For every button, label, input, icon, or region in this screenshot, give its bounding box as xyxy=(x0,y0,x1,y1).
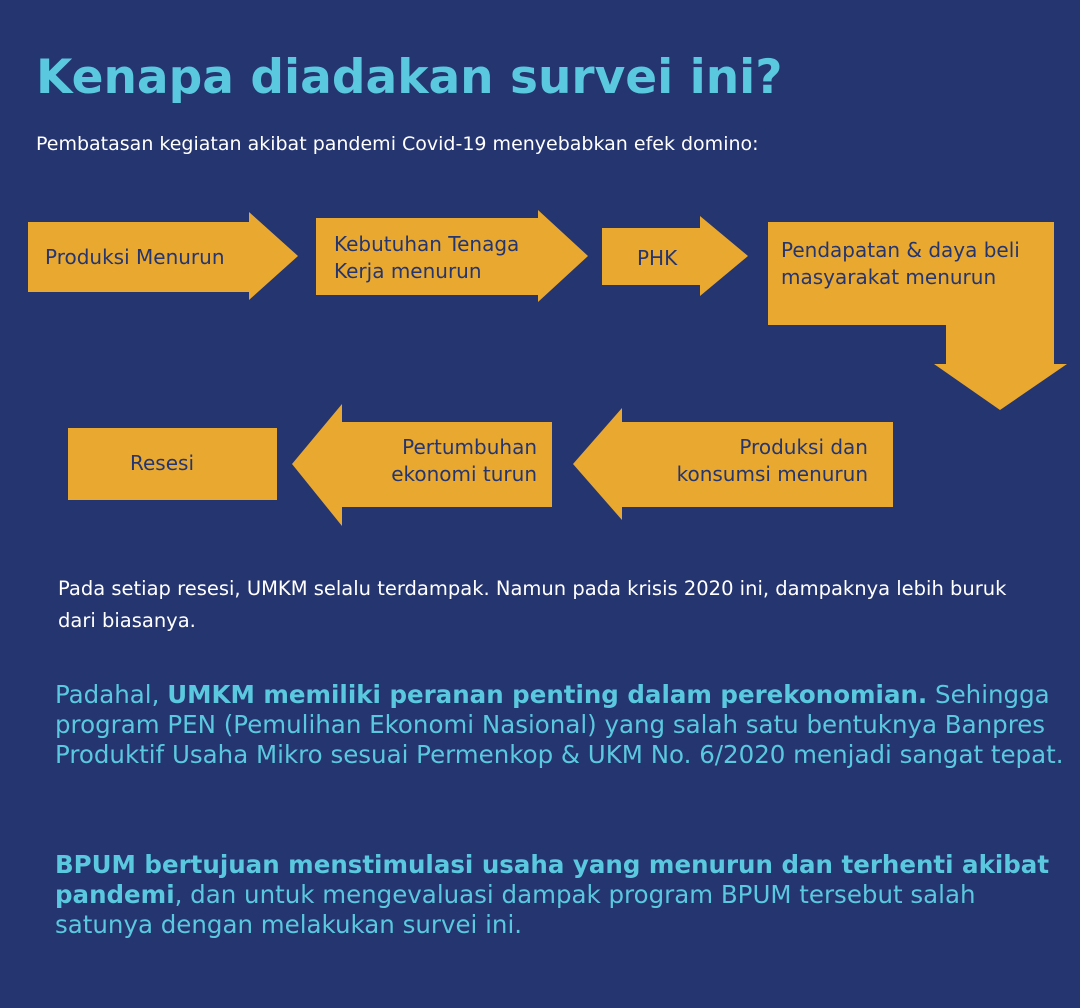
flow-label-pertumbuhan-ekonomi: Pertumbuhan ekonomi turun xyxy=(391,435,537,486)
flow-label-pendapatan: Pendapatan & daya beli masyarakat menurun xyxy=(781,238,1020,289)
paragraph-bpum-goal: BPUM bertujuan menstimulasi usaha yang menurun dan terhenti akibat pandemi, dan untuk mengevaluasi dampak program BPUM tersebut salah satunya dengan melakukan survei ini. xyxy=(55,850,1050,939)
bpum-goal-emphasis: BPUM bertujuan menstimulasi usaha yang menurun dan terhenti akibat pandemi xyxy=(55,850,1050,909)
flow-label-kebutuhan-tenaga-kerja: Kebutuhan Tenaga Kerja menurun xyxy=(334,232,520,283)
impact-note: Pada setiap resesi, UMKM selalu terdampak. Namun pada krisis 2020 ini, dampaknya lebih buruk dari biasanya. xyxy=(58,577,1007,632)
paragraph-umkm-role: Padahal, UMKM memiliki peranan penting dalam perekonomian. Sehingga program PEN (Pemulihan Ekonomi Nasional) yang salah satu bentuknya Banpres Produktif Usaha Mikro sesuai Permenkop & UKM No. 6/2020 menjadi sangat tepat. xyxy=(55,680,1064,769)
flow-label-produksi-menurun: Produksi Menurun xyxy=(45,245,225,269)
page-title: Kenapa diadakan survei ini? xyxy=(36,50,783,105)
flow-label-resesi: Resesi xyxy=(130,451,195,475)
flow-label-phk: PHK xyxy=(637,246,678,270)
umkm-role-emphasis: UMKM memiliki peranan penting dalam perekonomian. xyxy=(167,680,928,709)
flow-label-produksi-konsumsi: Produksi dan konsumsi menurun xyxy=(676,435,868,486)
intro-text: Pembatasan kegiatan akibat pandemi Covid-19 menyebabkan efek domino: xyxy=(36,133,759,155)
